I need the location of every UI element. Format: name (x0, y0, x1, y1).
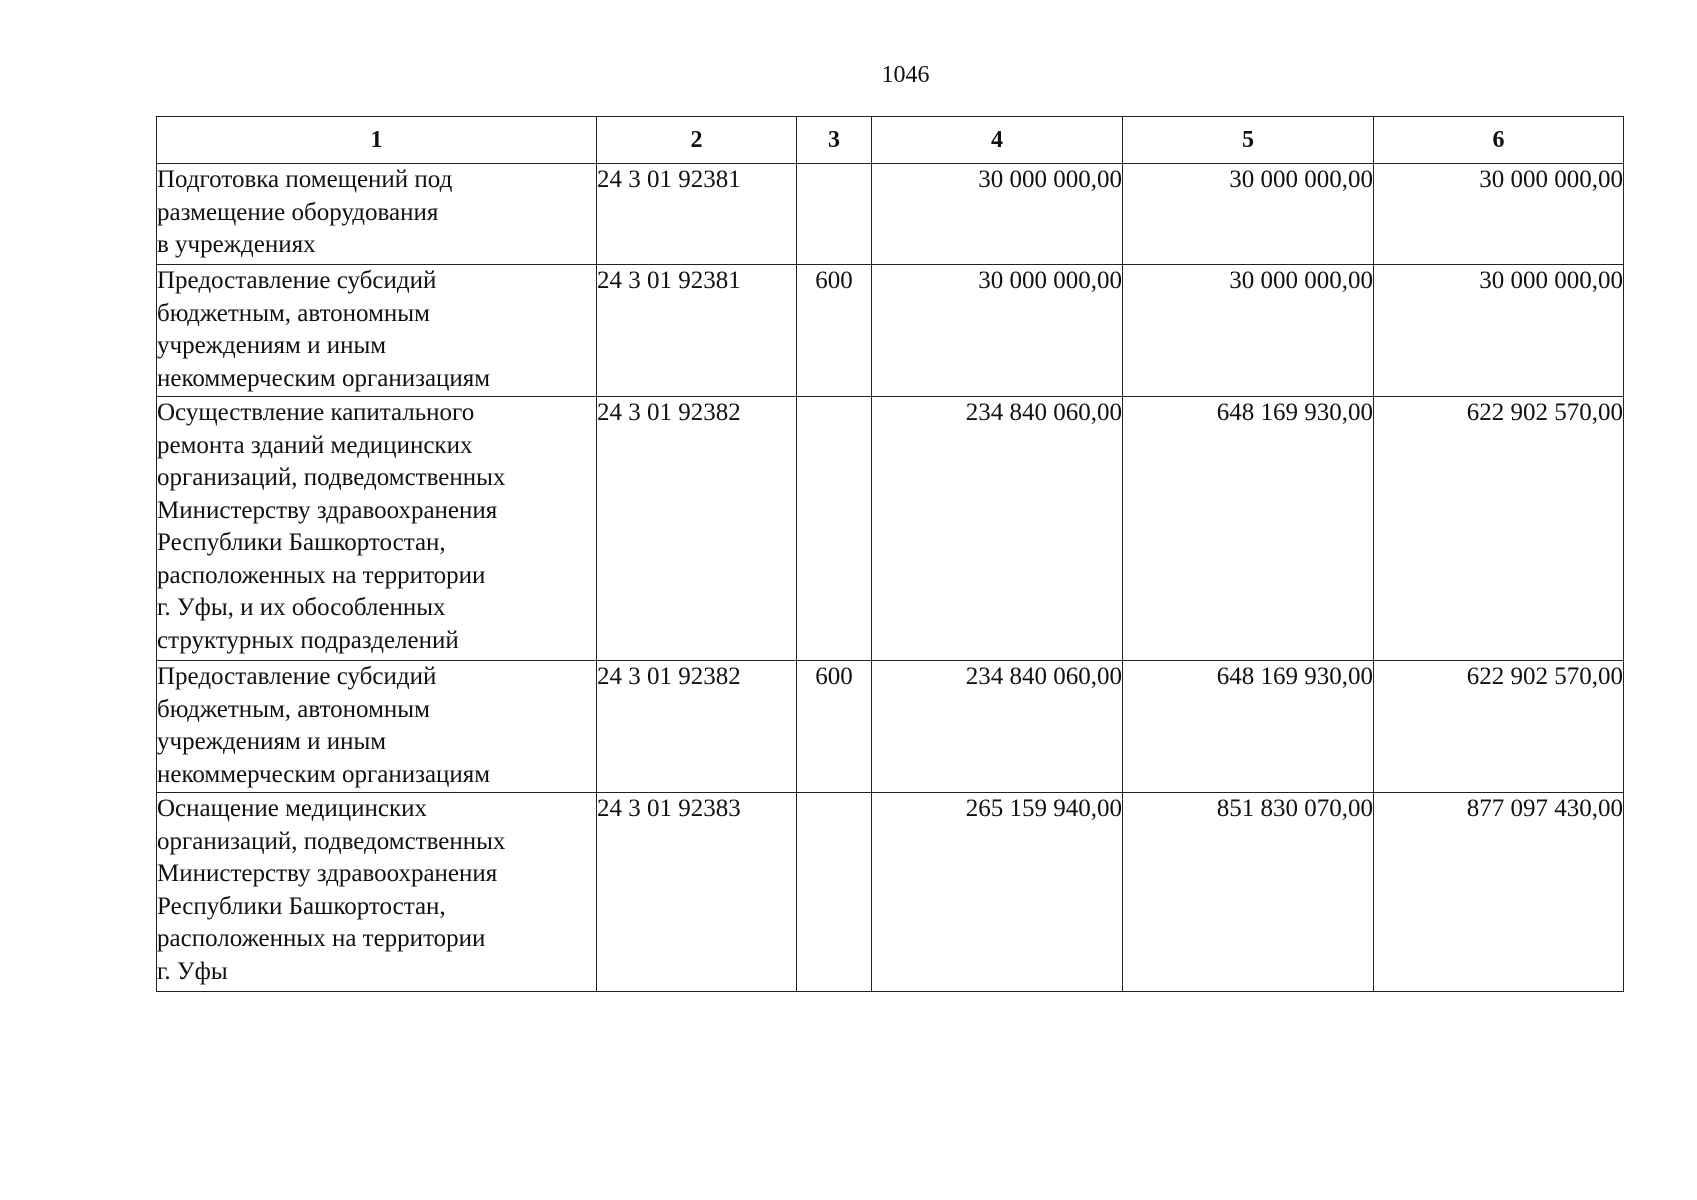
column-header: 2 (597, 117, 797, 164)
amount-col-6: 877 097 430,00 (1374, 793, 1624, 992)
expense-name-cell (157, 164, 597, 265)
table-row (157, 661, 1624, 793)
amount-col-4: 30 000 000,00 (872, 164, 1123, 265)
expense-name: Осуществление капитального ремонта зданий медицинских организаций, подведомственных Министерству здравоохранения Республики Башкортостан, расположенных на территории г. Уфы, и их обособленных структурных подразделений (157, 399, 506, 654)
expense-name-cell (157, 265, 597, 397)
column-header: 1 (157, 117, 597, 164)
amount-col-4: 30 000 000,00 (872, 265, 1123, 397)
target-code: 24 3 01 92382 (597, 397, 797, 661)
column-header: 6 (1374, 117, 1624, 164)
expense-type-code (797, 164, 872, 265)
table-row (157, 265, 1624, 397)
column-header: 4 (872, 117, 1123, 164)
budget-table (156, 116, 1624, 992)
amount-col-4: 234 840 060,00 (872, 661, 1123, 793)
target-code: 24 3 01 92382 (597, 661, 797, 793)
amount-col-5: 648 169 930,00 (1123, 397, 1374, 661)
amount-col-5: 30 000 000,00 (1123, 265, 1374, 397)
expense-name: Предоставление субсидий бюджетным, автономным учреждениям и иным некоммерческим организациям (157, 267, 491, 392)
target-code: 24 3 01 92381 (597, 265, 797, 397)
amount-col-5: 851 830 070,00 (1123, 793, 1374, 992)
expense-type-code (797, 397, 872, 661)
amount-col-6: 30 000 000,00 (1374, 164, 1624, 265)
expense-name: Подготовка помещений под размещение оборудования в учреждениях (157, 166, 453, 258)
amount-col-5: 30 000 000,00 (1123, 164, 1374, 265)
expense-type-code (797, 793, 872, 992)
expense-name: Предоставление субсидий бюджетным, автономным учреждениям и иным некоммерческим организациям (157, 663, 491, 788)
amount-col-5: 648 169 930,00 (1123, 661, 1374, 793)
target-code: 24 3 01 92381 (597, 164, 797, 265)
amount-col-4: 265 159 940,00 (872, 793, 1123, 992)
amount-col-6: 622 902 570,00 (1374, 661, 1624, 793)
expense-type-code: 600 (797, 661, 872, 793)
amount-col-4: 234 840 060,00 (872, 397, 1123, 661)
table-row (157, 164, 1624, 265)
expense-type-code: 600 (797, 265, 872, 397)
column-header: 3 (797, 117, 872, 164)
target-code: 24 3 01 92383 (597, 793, 797, 992)
expense-name: Оснащение медицинских организаций, подведомственных Министерству здравоохранения Республики Башкортостан, расположенных на территории г. Уфы (157, 795, 506, 985)
column-header: 5 (1123, 117, 1374, 164)
amount-col-6: 30 000 000,00 (1374, 265, 1624, 397)
table-row (157, 793, 1624, 992)
table-header-row (157, 117, 1624, 164)
table-row (157, 397, 1624, 661)
expense-name-cell (157, 661, 597, 793)
expense-name-cell (157, 793, 597, 992)
expense-name-cell (157, 397, 597, 661)
page-number: 1046 (881, 62, 930, 88)
amount-col-6: 622 902 570,00 (1374, 397, 1624, 661)
